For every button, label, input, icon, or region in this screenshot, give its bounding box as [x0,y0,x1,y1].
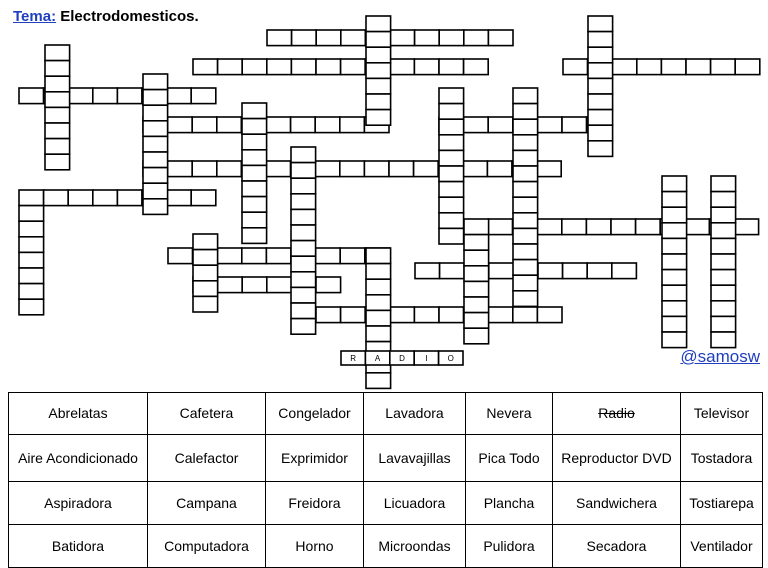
word-list-item: Licuadora [364,482,466,525]
crossword-cell[interactable] [537,161,562,177]
word-list-item: Computadora [148,525,266,568]
crossword-cell[interactable] [439,213,464,229]
crossword-cell[interactable] [242,119,267,135]
crossword-cell[interactable] [562,117,587,133]
crossword-cell[interactable] [662,192,687,208]
crossword-cell[interactable] [588,125,613,141]
crossword-cell[interactable] [513,307,538,323]
crossword-cell[interactable] [242,134,267,150]
crossword-cell[interactable] [242,165,267,181]
crossword-cell[interactable] [711,192,736,208]
crossword-cell[interactable] [191,190,216,206]
crossword-cell[interactable] [143,183,168,199]
crossword-cell[interactable] [662,176,687,192]
crossword-cell[interactable] [316,307,341,323]
word-list-item: Radio [553,393,681,435]
word-list-item: Congelador [266,393,364,435]
crossword-cell[interactable] [341,307,366,323]
crossword-cell[interactable] [143,90,168,106]
word-list-item: Aire Acondicionado [9,435,148,482]
crossword-cell[interactable] [19,221,44,237]
crossword-cell[interactable] [291,303,316,319]
crossword-cell[interactable] [167,88,192,104]
crossword-cell[interactable] [513,135,538,151]
crossword-cell[interactable] [662,254,687,270]
crossword-cell[interactable] [242,248,267,264]
crossword-cell[interactable] [267,277,292,293]
crossword-cell[interactable] [341,59,366,75]
crossword-cell[interactable] [662,238,687,254]
word-list-item: Batidora [9,525,148,568]
crossword-cell[interactable] [464,250,489,266]
solved-letter: I [425,354,428,363]
crossword-cell[interactable] [588,94,613,110]
crossword-cell[interactable] [291,117,316,133]
crossword-cell[interactable] [242,59,267,75]
word-list-row [9,482,763,525]
crossword-cell[interactable] [242,150,267,166]
crossword-cell[interactable] [464,313,489,329]
crossword-cell[interactable] [685,219,710,235]
crossword-cell[interactable] [588,32,613,48]
crossword-cell[interactable] [711,316,736,332]
word-list-item: Televisor [681,393,763,435]
crossword-cell[interactable] [439,135,464,151]
crossword-cell[interactable] [340,117,365,133]
crossword-cell[interactable] [513,150,538,166]
word-list-item: Reproductor DVD [553,435,681,482]
crossword-cell[interactable] [487,161,512,177]
crossword-cell[interactable] [439,104,464,120]
crossword-cell[interactable] [143,121,168,137]
crossword-cell[interactable] [464,328,489,344]
crossword-cell[interactable] [291,147,316,163]
word-list-row [9,435,763,482]
crossword-cell[interactable] [366,32,391,48]
crossword-cell[interactable] [711,254,736,270]
word-list-item: Campana [148,482,266,525]
word-list-item: Pulidora [466,525,553,568]
crossword-cell[interactable] [143,168,168,184]
crossword-cell[interactable] [464,59,489,75]
crossword-cell[interactable] [711,238,736,254]
crossword-cell[interactable] [315,117,340,133]
crossword-cell[interactable] [366,279,391,295]
crossword-cell[interactable] [143,152,168,168]
crossword-cell[interactable] [291,319,316,335]
crossword-cell[interactable] [711,59,736,75]
crossword-cell[interactable] [366,373,391,389]
word-list-item: Lavadora [364,393,466,435]
crossword-cell[interactable] [44,190,69,206]
crossword-cell[interactable] [366,63,391,79]
crossword-cell[interactable] [439,119,464,135]
crossword-cell[interactable] [19,299,44,315]
solved-letter: R [350,354,357,363]
crossword-cell[interactable] [193,250,218,266]
crossword-cell[interactable] [291,225,316,241]
crossword-cell[interactable] [93,190,118,206]
crossword-cell[interactable] [193,59,218,75]
crossword-cell[interactable] [513,104,538,120]
crossword-cell[interactable] [513,213,538,229]
crossword-cell[interactable] [218,277,243,293]
crossword-cell[interactable] [662,316,687,332]
crossword-cell[interactable] [217,117,242,133]
crossword-cell[interactable] [45,92,70,108]
crossword-cell[interactable] [464,219,489,235]
crossword-cell[interactable] [537,307,562,323]
crossword-cell[interactable] [711,332,736,348]
word-list-item: Exprimidor [266,435,364,482]
word-list-item: Lavavajillas [364,435,466,482]
crossword-cell[interactable] [143,74,168,90]
crossword-cell[interactable] [193,296,218,312]
crossword-cell[interactable] [513,182,538,198]
crossword-cell[interactable] [192,117,217,133]
crossword-cell[interactable] [19,88,44,104]
crossword-cell[interactable] [586,219,611,235]
crossword-cell[interactable] [191,88,216,104]
word-list-table [8,392,763,568]
word-list-item: Tostadora [681,435,763,482]
crossword-cell[interactable] [192,161,217,177]
crossword-cell[interactable] [513,291,538,307]
crossword-cell[interactable] [538,263,563,279]
crossword-cell[interactable] [611,219,636,235]
crossword-cell[interactable] [68,190,93,206]
crossword-cell[interactable] [686,59,711,75]
crossword-cell[interactable] [45,154,70,170]
crossword-cell[interactable] [291,256,316,272]
crossword-cell[interactable] [168,161,193,177]
solved-letter: A [374,354,381,363]
crossword-cell[interactable] [316,59,341,75]
crossword-cell[interactable] [366,248,391,264]
crossword-cell[interactable] [661,59,686,75]
crossword-cell[interactable] [366,264,391,280]
crossword-cell[interactable] [218,59,243,75]
crossword-cell[interactable] [316,248,341,264]
crossword-cell[interactable] [537,117,562,133]
crossword-cell[interactable] [168,117,193,133]
crossword-cell[interactable] [389,161,414,177]
crossword-cell[interactable] [464,266,489,282]
word-list-item: Horno [266,525,364,568]
crossword-cell[interactable] [711,176,736,192]
crossword-cell[interactable] [143,199,168,215]
crossword-cell[interactable] [662,285,687,301]
crossword-cell[interactable] [117,190,142,206]
crossword-cell[interactable] [636,219,661,235]
crossword-cell[interactable] [45,45,70,61]
crossword-cell[interactable] [167,190,192,206]
crossword-cell[interactable] [588,47,613,63]
crossword-cell[interactable] [19,206,44,222]
crossword-cell[interactable] [366,16,391,32]
crossword-cell[interactable] [662,270,687,286]
crossword-cell[interactable] [439,166,464,182]
crossword-cell[interactable] [464,281,489,297]
crossword-cell[interactable] [588,63,613,79]
crossword-cell[interactable] [489,263,514,279]
crossword-cell[interactable] [45,139,70,155]
crossword-cell[interactable] [266,117,291,133]
crossword-cell[interactable] [45,107,70,123]
word-list-item: Secadora [553,525,681,568]
crossword-cell[interactable] [168,248,193,264]
solved-letter: D [399,354,405,363]
crossword-cell[interactable] [439,88,464,104]
word-list-item: Ventilador [681,525,763,568]
crossword-cell[interactable] [464,30,489,46]
crossword-cell[interactable] [217,248,242,264]
crossword-cell[interactable] [45,76,70,92]
crossword-cell[interactable] [588,141,613,157]
crossword-cell[interactable] [414,161,439,177]
crossword-cell[interactable] [340,161,365,177]
crossword-cell[interactable] [734,219,759,235]
crossword-cell[interactable] [68,88,93,104]
crossword-cell[interactable] [316,277,341,293]
crossword-cell[interactable] [488,219,513,235]
crossword-cell[interactable] [291,178,316,194]
crossword-cell[interactable] [464,117,489,133]
crossword-cell[interactable] [711,207,736,223]
word-list-item: Sandwichera [553,482,681,525]
crossword-cell[interactable] [45,61,70,77]
crossword-cell[interactable] [464,235,489,251]
crossword-cell[interactable] [291,59,316,75]
crossword-cell[interactable] [366,326,391,342]
crossword-cell[interactable] [711,285,736,301]
crossword-cell[interactable] [439,182,464,198]
crossword-cell[interactable] [266,248,291,264]
crossword-cell[interactable] [242,197,267,213]
crossword-cell[interactable] [291,272,316,288]
crossword-cell[interactable] [439,307,464,323]
crossword-cell[interactable] [291,209,316,225]
crossword-cell[interactable] [143,136,168,152]
crossword-cell[interactable] [563,59,588,75]
crossword-cell[interactable] [217,161,242,177]
crossword-cell[interactable] [513,275,538,291]
word-list-item: Microondas [364,525,466,568]
crossword-cell[interactable] [463,161,488,177]
author-handle: @samosw [680,347,760,366]
crossword-cell[interactable] [193,234,218,250]
crossword-cell[interactable] [513,119,538,135]
crossword-cell[interactable] [588,110,613,126]
crossword-cell[interactable] [143,105,168,121]
crossword-cell[interactable] [291,287,316,303]
word-list-item: Freidora [266,482,364,525]
crossword-cell[interactable] [662,223,687,239]
crossword-cell[interactable] [587,263,612,279]
word-list-item: Pica Todo [466,435,553,482]
crossword-cell[interactable] [193,265,218,281]
crossword-cell[interactable] [19,284,44,300]
crossword-cell[interactable] [366,110,391,126]
crossword-cell[interactable] [537,219,562,235]
crossword-cell[interactable] [242,103,267,119]
crossword-cell[interactable] [366,47,391,63]
crossword-cell[interactable] [315,161,340,177]
crossword-cell[interactable] [415,30,440,46]
crossword-cell[interactable] [711,270,736,286]
crossword-cell[interactable] [662,332,687,348]
crossword-cell[interactable] [637,59,662,75]
crossword-cell[interactable] [364,161,389,177]
crossword-cell[interactable] [242,212,267,228]
crossword-cell[interactable] [390,307,415,323]
crossword-cell[interactable] [19,252,44,268]
crossword-cell[interactable] [513,260,538,276]
crossword-cell[interactable] [439,197,464,213]
crossword-cell[interactable] [513,197,538,213]
crossword-cell[interactable] [366,94,391,110]
crossword-cell[interactable] [291,163,316,179]
crossword-cell[interactable] [366,295,391,311]
crossword-cell[interactable] [439,228,464,244]
solved-letter: O [447,354,454,363]
crossword-cell[interactable] [513,244,538,260]
word-list-item: Plancha [466,482,553,525]
crossword-cell[interactable] [513,166,538,182]
crossword-cell[interactable] [390,30,415,46]
crossword-cell[interactable] [267,59,292,75]
crossword-cell[interactable] [292,30,317,46]
crossword-cell[interactable] [440,263,465,279]
crossword-cell[interactable] [488,307,513,323]
crossword-cell[interactable] [414,59,439,75]
theme-topic: Electrodomesticos. [60,8,199,25]
crossword-cell[interactable] [291,194,316,210]
word-list-item: Abrelatas [9,393,148,435]
crossword-cell[interactable] [612,59,637,75]
word-list-item: Cafetera [148,393,266,435]
crossword-cell[interactable] [488,117,513,133]
crossword-cell[interactable] [117,88,142,104]
crossword-cell[interactable] [415,263,440,279]
crossword-cell[interactable] [366,78,391,94]
crossword-cell[interactable] [588,78,613,94]
crossword-cell[interactable] [735,59,760,75]
crossword-cell[interactable] [662,301,687,317]
crossword-cell[interactable] [711,223,736,239]
crossword-cell[interactable] [390,59,415,75]
crossword-cell[interactable] [291,241,316,257]
crossword-cell[interactable] [19,237,44,253]
crossword-cell[interactable] [19,268,44,284]
crossword-cell[interactable] [588,16,613,32]
crossword-cell[interactable] [662,207,687,223]
word-list-row [9,525,763,568]
crossword-cell[interactable] [439,30,464,46]
crossword-cell[interactable] [439,59,464,75]
crossword-cell[interactable] [193,281,218,297]
crossword-cell[interactable] [266,161,291,177]
crossword-cell[interactable] [414,307,439,323]
crossword-cell[interactable] [464,297,489,313]
crossword-cell[interactable] [366,310,391,326]
crossword-cell[interactable] [93,88,118,104]
crossword-cell[interactable] [488,30,513,46]
crossword-cell[interactable] [267,30,292,46]
crossword-cell[interactable] [711,301,736,317]
word-list-item: Tostiarepa [681,482,763,525]
crossword-cell[interactable] [513,228,538,244]
crossword-cell[interactable] [242,277,267,293]
crossword-cell[interactable] [242,228,267,244]
crossword-cell[interactable] [612,263,637,279]
crossword-cell[interactable] [45,123,70,139]
crossword-cell[interactable] [316,30,341,46]
crossword-cell[interactable] [340,248,365,264]
word-list-item: Nevera [466,393,553,435]
theme-label: Tema: [13,8,57,25]
crossword-cell[interactable] [562,219,587,235]
crossword-cell[interactable] [513,88,538,104]
crossword-cell[interactable] [341,30,366,46]
word-list-item: Aspiradora [9,482,148,525]
crossword-cell[interactable] [19,190,44,206]
crossword-cell[interactable] [439,150,464,166]
crossword-cell[interactable] [563,263,588,279]
word-list-row [9,393,763,435]
crossword-cell[interactable] [242,181,267,197]
word-list-item: Calefactor [148,435,266,482]
